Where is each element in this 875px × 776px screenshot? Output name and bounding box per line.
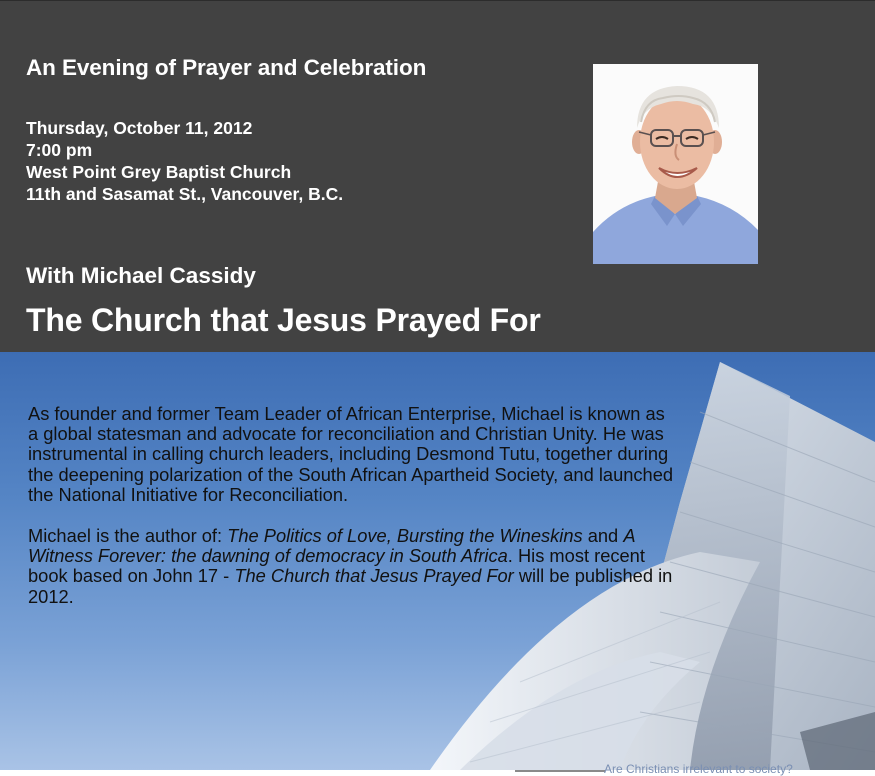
event-title: An Evening of Prayer and Celebration — [26, 55, 427, 80]
books-and: and — [582, 525, 624, 547]
talk-title: The Church that Jesus Prayed For — [26, 302, 541, 338]
event-date: Thursday, October 11, 2012 — [26, 118, 253, 138]
speaker-portrait-image — [593, 64, 758, 264]
body-background — [0, 352, 875, 770]
event-details — [26, 117, 343, 205]
event-time: 7:00 pm — [26, 140, 93, 160]
books-intro: Michael is the author of: — [28, 525, 228, 547]
footer-strip — [0, 762, 875, 776]
speaker-photo — [593, 64, 758, 264]
header-panel — [0, 0, 875, 352]
body-text — [28, 404, 678, 628]
footer-divider — [515, 770, 605, 772]
books-mid: . His most recent book based on John 17 - — [28, 545, 645, 587]
book-title-2: A Witness Forever: the dawning of democracy in South Africa — [28, 525, 635, 567]
speaker-line: With Michael Cassidy — [26, 263, 256, 288]
bio-paragraph: As founder and former Team Leader of African Enterprise, Michael is known as a global statesman and advocate for reconciliation and Christian Unity. He was instrumental in calling church leaders, including Desmond Tutu, together during the deepening polarization of the South African Apartheid Society, and launched the National Initiative for Reconciliation. — [28, 403, 674, 505]
footer-cut-text: Are Christians irrelevant to society? — [604, 762, 793, 776]
event-address: 11th and Sasamat St., Vancouver, B.C. — [26, 184, 344, 204]
book-title-3: The Church that Jesus Prayed For — [234, 565, 514, 587]
books-end: will be published in 2012. — [28, 565, 673, 607]
books-paragraph — [28, 526, 678, 607]
header-top-edge — [0, 0, 875, 1]
book-title-1: The Politics of Love, Bursting the Wineskins — [227, 525, 583, 547]
event-venue: West Point Grey Baptist Church — [26, 162, 292, 182]
